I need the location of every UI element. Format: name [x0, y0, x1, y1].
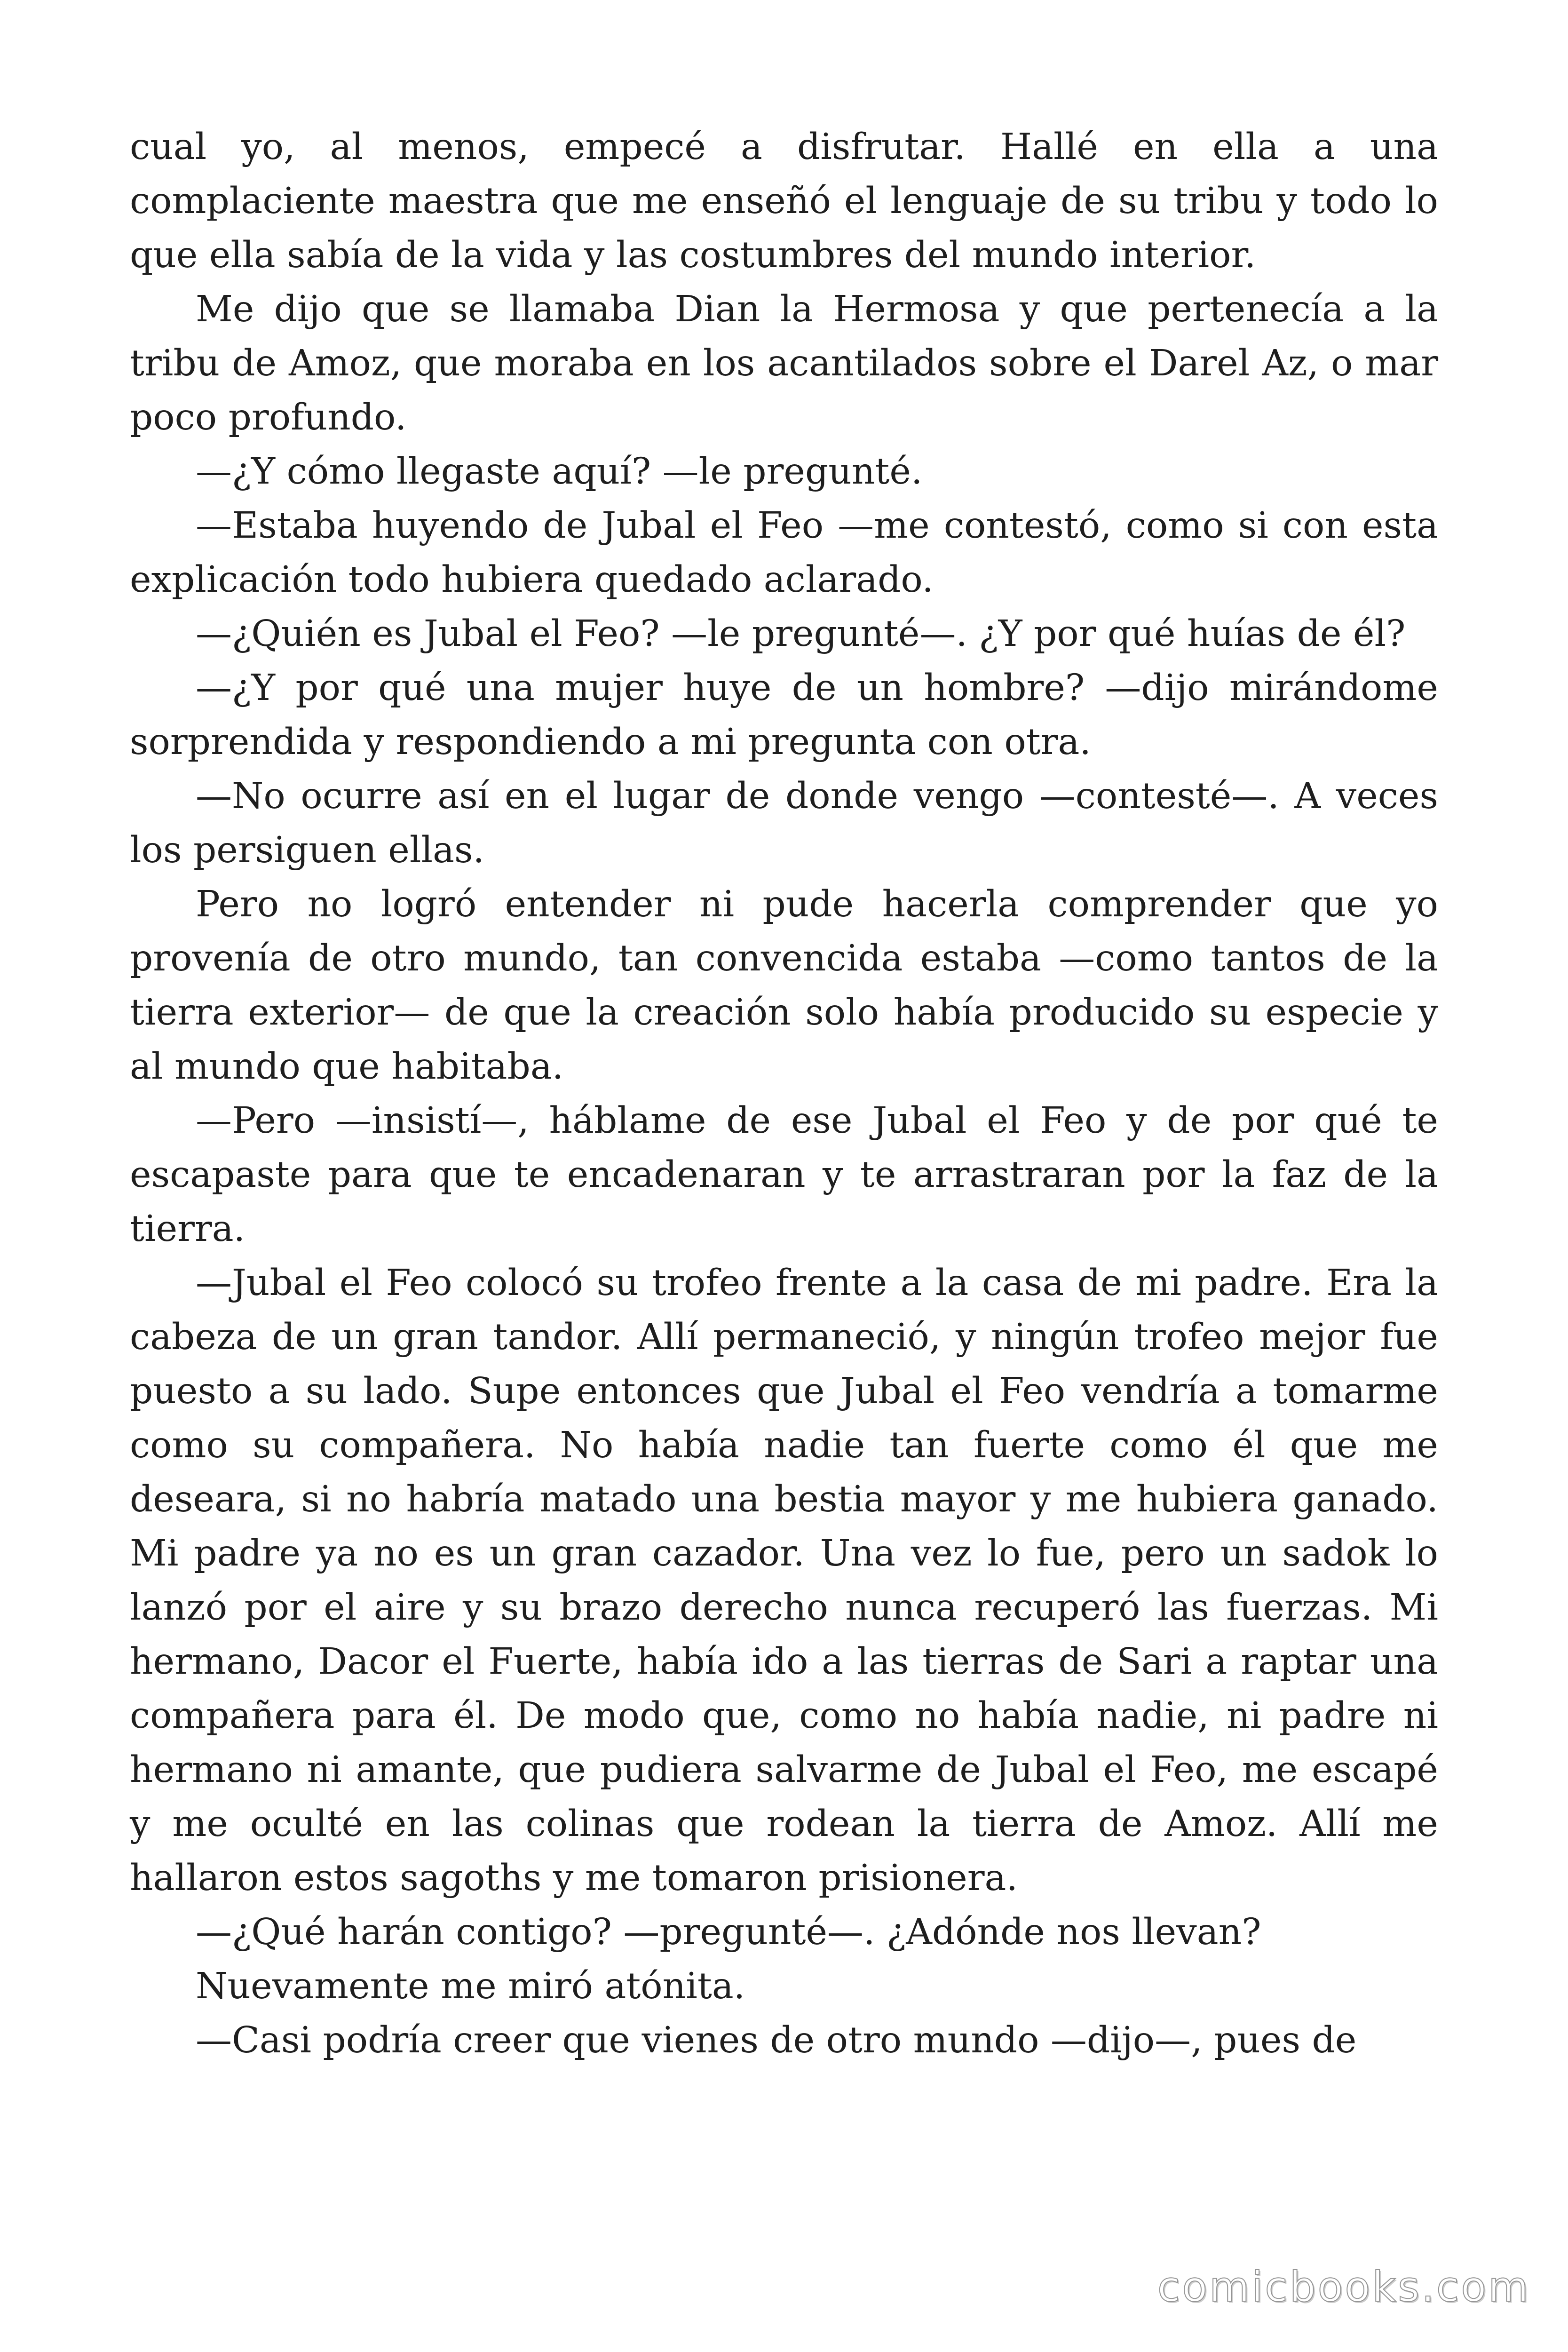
paragraph: Pero no logró entender ni pude hacerla comprender que yo provenía de otro mundo, tan convencida estaba —como tantos de la tierra exterior— de que la creación solo había producido su especie y al mundo que habitaba. [130, 883, 1438, 1088]
paragraph: Nuevamente me miró atónita. [196, 1965, 745, 2007]
paragraph: Me dijo que se llamaba Dian la Hermosa y que pertenecía a la tribu de Amoz, que moraba en los acantilados sobre el Darel Az, o mar poco profundo. [130, 288, 1438, 438]
paragraph: —Jubal el Feo colocó su trofeo frente a la casa de mi padre. Era la cabeza de un gran tandor. Allí permaneció, y ningún trofeo mejor fue puesto a su lado. Supe entonces que Jubal el Feo vendría a tomarme como su compañera. No había nadie tan fuerte como él que me deseara, si no habría matado una bestia mayor y me hubiera ganado. Mi padre ya no es un gran cazador. Una vez lo fue, pero un sadok lo lanzó por el aire y su brazo derecho nunca recuperó las fuerzas. Mi hermano, Dacor el Fuerte, había ido a las tierras de Sari a raptar una compañera para él. De modo que, como no había nadie, ni padre ni hermano ni amante, que pudiera salvarme de Jubal el Feo, me escapé y me oculté en las colinas que rodean la tierra de Amoz. Allí me hallaron estos sagoths y me tomaron prisionera. [130, 1262, 1438, 1899]
body-text [130, 120, 1438, 2067]
paragraph: —¿Y cómo llegaste aquí? —le pregunté. [196, 451, 923, 493]
paragraph: —Pero —insistí—, háblame de ese Jubal el Feo y de por qué te escapaste para que te encadenaran y te arrastraran por la faz de la tierra. [130, 1100, 1438, 1250]
paragraph: cual yo, al menos, empecé a disfrutar. Hallé en ella a una complaciente maestra que me enseñó el lenguaje de su tribu y todo lo que ella sabía de la vida y las costumbres del mundo interior. [130, 126, 1438, 276]
paragraph: —No ocurre así en el lugar de donde vengo —contesté—. A veces los persiguen ellas. [130, 775, 1438, 871]
paragraph: —¿Qué harán contigo? —pregunté—. ¿Adónde nos llevan? [196, 1911, 1261, 1953]
paragraph: —¿Quién es Jubal el Feo? —le pregunté—. ¿Y por qué huías de él? [196, 613, 1406, 655]
paragraph: —¿Y por qué una mujer huye de un hombre? —dijo mirándome sorprendida y respondiendo a mi pregunta con otra. [130, 667, 1438, 763]
paragraph: —Casi podría creer que vienes de otro mundo —dijo—, pues de [196, 2019, 1357, 2061]
paragraph: —Estaba huyendo de Jubal el Feo —me contestó, como si con esta explicación todo hubiera quedado aclarado. [130, 505, 1438, 601]
watermark: comicbooks.com [1157, 2263, 1530, 2311]
